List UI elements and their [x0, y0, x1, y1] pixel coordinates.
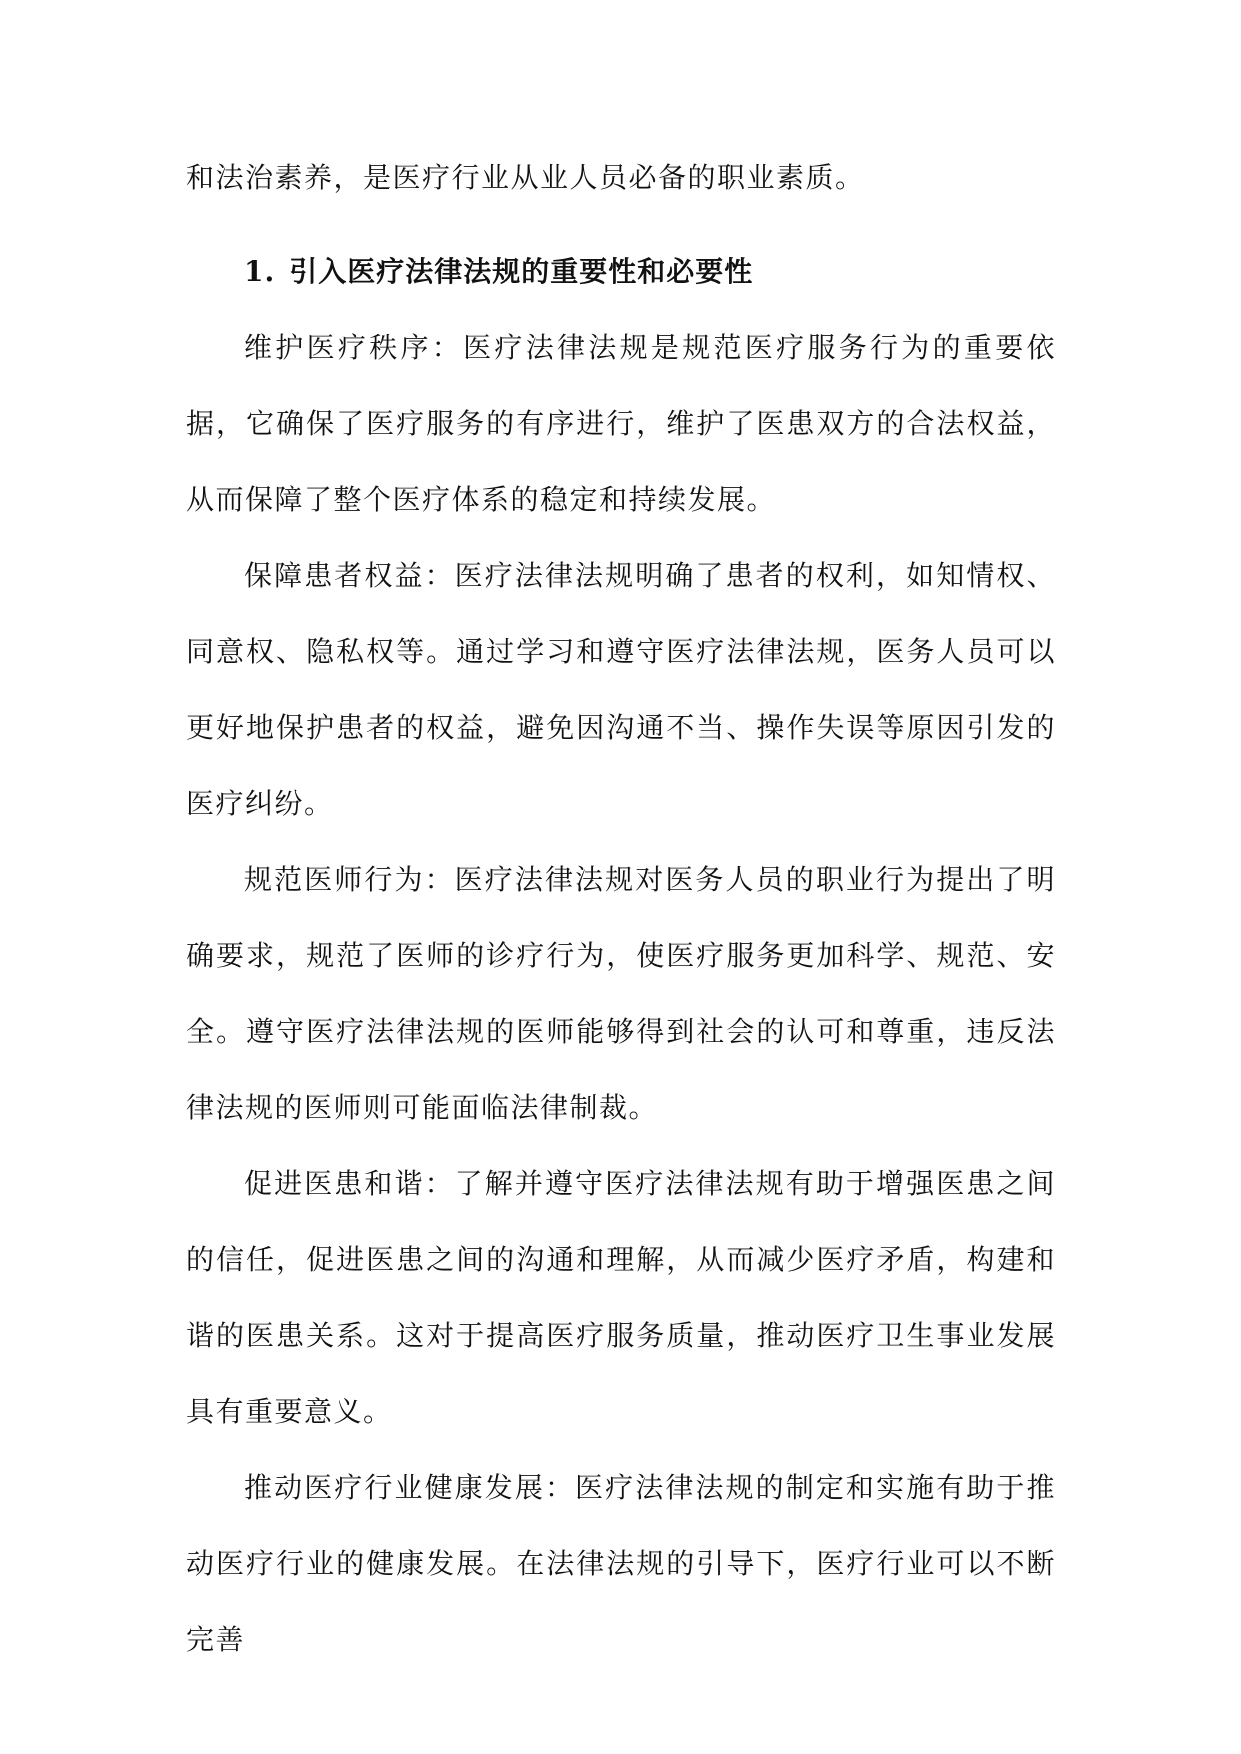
section-title: 引入医疗法律法规的重要性和必要性 — [289, 255, 754, 288]
paragraph-doctor-patient-harmony: 促进医患和谐：了解并遵守医疗法律法规有助于增强医患之间的信任，促进医患之间的沟通和理解，从而减少医疗矛盾，构建和谐的医患关系。这对于提高医疗服务质量，推动医疗卫生事业发展具有重要意义。 — [186, 1167, 1056, 1428]
intro-tail-paragraph: 和法治素养，是医疗行业从业人员必备的职业素质。 — [186, 161, 865, 194]
paragraph-maintain-order: 维护医疗秩序：医疗法律法规是规范医疗服务行为的重要依据，它确保了医疗服务的有序进行，维护了医患双方的合法权益，从而保障了整个医疗体系的稳定和持续发展。 — [186, 331, 1056, 516]
section-heading — [186, 234, 1056, 310]
paragraph-patient-rights: 保障患者权益：医疗法律法规明确了患者的权利，如知情权、同意权、隐私权等。通过学习和遵守医疗法律法规，医务人员可以更好地保护患者的权益，避免因沟通不当、操作失误等原因引发的医疗纠纷。 — [186, 559, 1056, 820]
document-body — [186, 140, 1056, 1678]
paragraph-physician-conduct: 规范医师行为：医疗法律法规对医务人员的职业行为提出了明确要求，规范了医师的诊疗行为，使医疗服务更加科学、规范、安全。遵守医疗法律法规的医师能够得到社会的认可和尊重，违反法律法规的医师则可能面临法律制裁。 — [186, 863, 1056, 1124]
paragraph-industry-development: 推动医疗行业健康发展：医疗法律法规的制定和实施有助于推动医疗行业的健康发展。在法律法规的引导下，医疗行业可以不断完善 — [186, 1471, 1056, 1656]
section-number: 1. — [244, 255, 276, 288]
